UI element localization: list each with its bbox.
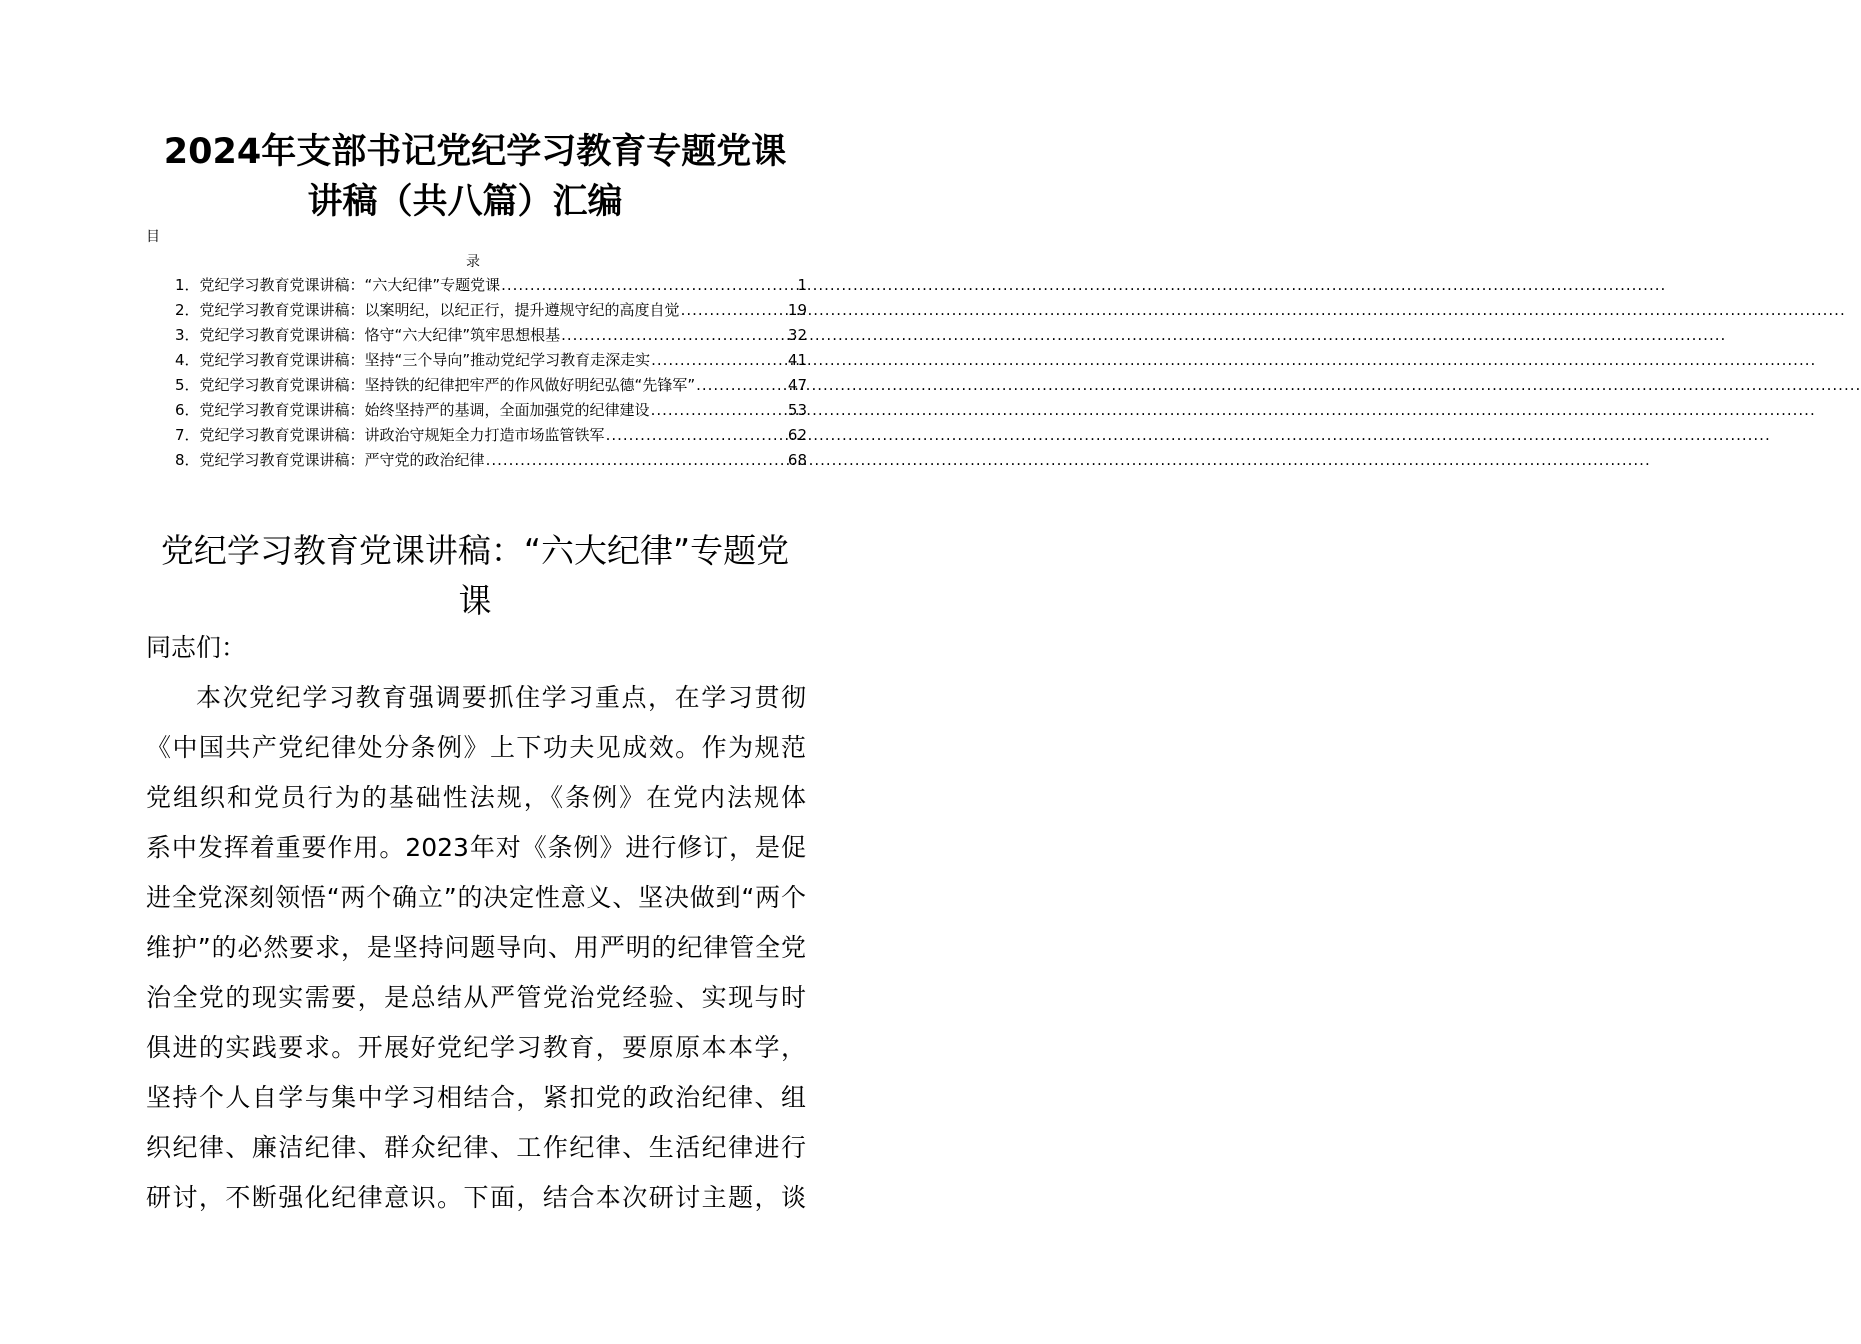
toc-entry-page: 68 xyxy=(787,451,807,469)
toc-entry-number: 6． xyxy=(175,401,200,419)
salutation: 同志们： xyxy=(146,633,247,662)
toc-leader-dots xyxy=(486,448,787,473)
toc-entry-4[interactable] xyxy=(175,348,807,373)
toc-entry-3[interactable] xyxy=(175,323,807,348)
toc-entry-page: 53 xyxy=(787,401,807,419)
section-title-line-2: 课 xyxy=(458,581,492,620)
toc-entry-number: 8． xyxy=(175,451,200,469)
body-text-line: 维护”的必然要求，是坚持问题导向、用严明的纪律管全党 xyxy=(146,933,806,962)
toc-leader-dots xyxy=(681,298,787,323)
toc-leader-dots xyxy=(651,398,787,423)
toc-entry-number: 1． xyxy=(175,276,200,294)
toc-entry-title: 党纪学习教育党课讲稿：始终坚持严的基调，全面加强党的纪律建设 xyxy=(199,401,650,419)
toc-entry-6[interactable] xyxy=(175,398,807,423)
toc-entry-2[interactable] xyxy=(175,298,807,323)
toc-entry-title: 党纪学习教育党课讲稿：“六大纪律”专题党课 xyxy=(199,276,501,294)
toc-entry-page: 47 xyxy=(787,376,807,394)
body-text-line: 《中国共产党纪律处分条例》上下功夫见成效。作为规范 xyxy=(146,733,806,762)
section-title-line-1: 党纪学习教育党课讲稿：“六大纪律”专题党 xyxy=(160,531,790,570)
toc-heading-part-2: 录 xyxy=(466,254,480,270)
body-text-line: 系中发挥着重要作用。2023年对《条例》进行修订，是促 xyxy=(146,833,806,862)
toc-entry-page: 62 xyxy=(787,426,807,444)
table-of-contents xyxy=(175,273,807,473)
body-text-line: 本次党纪学习教育强调要抓住学习重点，在学习贯彻 xyxy=(196,683,806,712)
toc-entry-title: 党纪学习教育党课讲稿：严守党的政治纪律 xyxy=(199,451,485,469)
toc-entry-title: 党纪学习教育党课讲稿：恪守“六大纪律”筑牢思想根基 xyxy=(199,326,561,344)
toc-entry-number: 5． xyxy=(175,376,200,394)
body-text-line: 织纪律、廉洁纪律、群众纪律、工作纪律、生活纪律进行 xyxy=(146,1133,806,1162)
body-text-line: 俱进的实践要求。开展好党纪学习教育，要原原本本学， xyxy=(146,1033,806,1062)
toc-entry-title: 党纪学习教育党课讲稿：坚持铁的纪律把牢严的作风做好明纪弘德“先锋军” xyxy=(199,376,696,394)
toc-entry-title: 党纪学习教育党课讲稿：坚持“三个导向”推动党纪学习教育走深走实 xyxy=(199,351,651,369)
body-text-line: 治全党的现实需要，是总结从严管党治党经验、实现与时 xyxy=(146,983,806,1012)
document-title-line-1: 2024年支部书记党纪学习教育专题党课 xyxy=(163,132,787,172)
body-text-line: 坚持个人自学与集中学习相结合，紧扣党的政治纪律、组 xyxy=(146,1083,806,1112)
toc-entry-title: 党纪学习教育党课讲稿：讲政治守规矩全力打造市场监管铁军 xyxy=(199,426,605,444)
toc-entry-page: 32 xyxy=(787,326,807,344)
toc-entry-number: 3． xyxy=(175,326,200,344)
body-text-line: 党组织和党员行为的基础性法规，《条例》在党内法规体 xyxy=(146,783,806,812)
document-title-line-2: 讲稿（共八篇）汇编 xyxy=(307,182,623,222)
toc-leader-dots xyxy=(651,348,787,373)
toc-entry-number: 7． xyxy=(175,426,200,444)
toc-entry-number: 2． xyxy=(175,301,200,319)
toc-entry-page: 19 xyxy=(787,301,807,319)
toc-entry-1[interactable] xyxy=(175,273,807,298)
toc-heading-part-1: 目 xyxy=(146,229,160,245)
toc-leader-dots xyxy=(501,273,796,298)
toc-leader-dots xyxy=(561,323,787,348)
toc-entry-page: 1 xyxy=(797,276,807,294)
toc-entry-8[interactable] xyxy=(175,448,807,473)
toc-entry-number: 4． xyxy=(175,351,200,369)
toc-entry-5[interactable] xyxy=(175,373,807,398)
toc-entry-page: 41 xyxy=(787,351,807,369)
body-text-line: 进全党深刻领悟“两个确立”的决定性意义、坚决做到“两个 xyxy=(146,883,806,912)
toc-entry-title: 党纪学习教育党课讲稿：以案明纪，以纪正行，提升遵规守纪的高度自觉 xyxy=(199,301,680,319)
toc-leader-dots xyxy=(696,373,787,398)
body-text-line: 研讨，不断强化纪律意识。下面，结合本次研讨主题，谈 xyxy=(146,1183,806,1212)
toc-leader-dots xyxy=(606,423,787,448)
toc-entry-7[interactable] xyxy=(175,423,807,448)
